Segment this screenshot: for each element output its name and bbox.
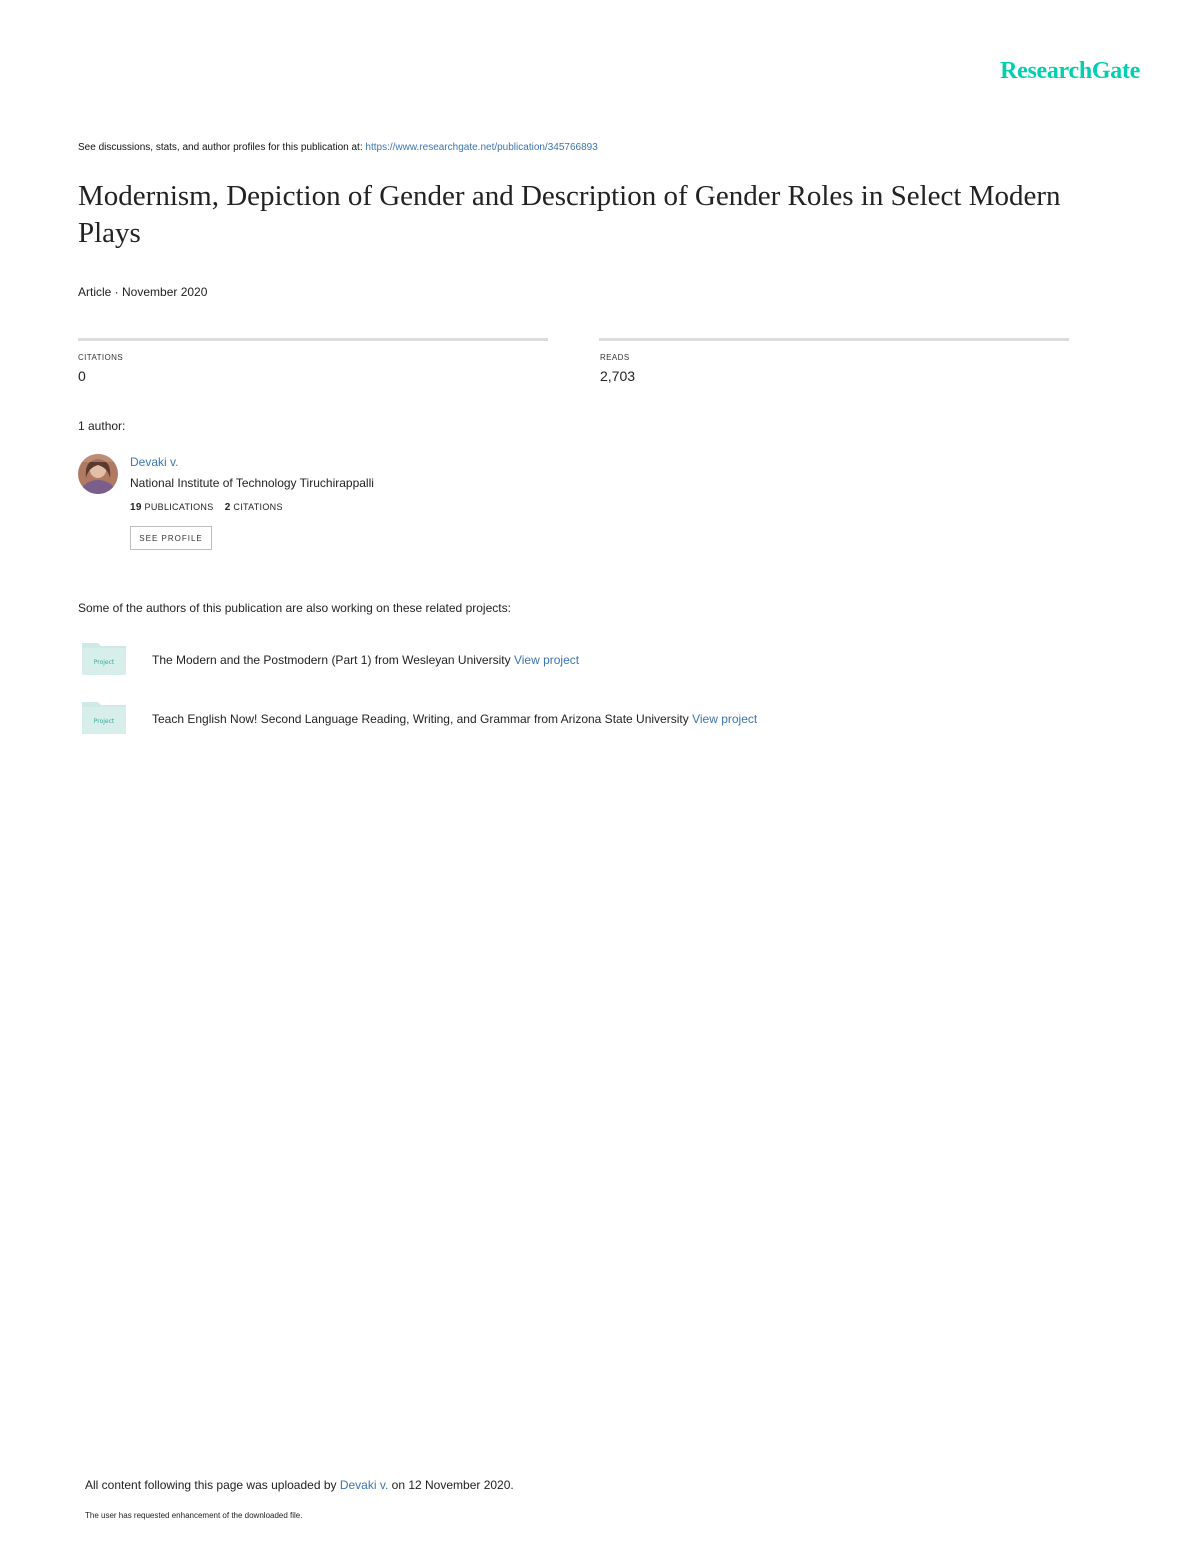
view-project-link[interactable]: View project [692,712,758,726]
uploader-link[interactable]: Devaki v. [339,1478,389,1492]
author-stats [130,502,283,513]
upload-prefix: All content following this page was uploaded by [85,1478,337,1492]
author-publications-label: PUBLICATIONS [144,502,214,512]
project-icon-label: Project [93,718,115,725]
source-prefix: See discussions, stats, and author profiles for this publication at: [78,142,363,153]
project-description [152,653,579,667]
author-name-link[interactable]: Devaki v. [130,455,179,469]
author-avatar[interactable] [78,454,118,494]
see-profile-button[interactable]: SEE PROFILE [130,526,212,550]
view-project-link[interactable]: View project [513,653,580,667]
author-citations-label: CITATIONS [233,502,283,512]
author-citations-count: 2 [224,502,231,513]
project-title: Teach English Now! Second Language Reading, Writing, and Grammar from Arizona State University [152,712,689,726]
project-item [82,641,882,677]
publication-source-line [78,142,598,153]
project-description [152,712,757,726]
project-folder-icon [82,700,126,734]
citations-divider [78,338,548,341]
publication-type-date: Article · November 2020 [78,285,208,299]
reads-divider [599,338,1069,341]
related-projects-intro: Some of the authors of this publication are also working on these related projects: [78,601,511,615]
publication-title: Modernism, Depiction of Gender and Description of Gender Roles in Select Modern Plays [78,180,1061,249]
reads-value: 2,703 [600,368,636,384]
project-folder-icon [82,641,126,675]
researchgate-logo[interactable]: ResearchGate [1000,58,1140,84]
project-title: The Modern and the Postmodern (Part 1) from Wesleyan University [152,653,511,667]
reads-label: READS [600,353,630,362]
project-item [82,700,882,736]
author-institution: National Institute of Technology Tiruchirappalli [130,476,374,490]
enhancement-note: The user has requested enhancement of the downloaded file. [85,1511,303,1520]
author-publications-count: 19 [130,502,142,513]
citations-value: 0 [78,368,86,384]
publication-url-link[interactable]: https://www.researchgate.net/publication/345766893 [365,142,598,153]
upload-suffix: on 12 November 2020. [391,1478,514,1492]
upload-notice [85,1478,514,1492]
citations-label: CITATIONS [78,353,124,362]
author-count: 1 author: [78,419,126,433]
project-icon-label: Project [93,659,115,666]
